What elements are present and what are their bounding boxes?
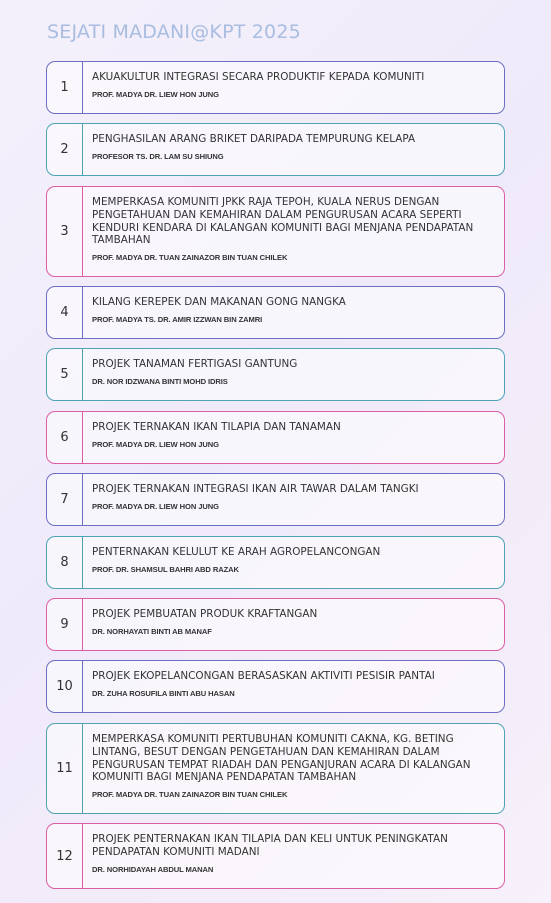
project-title: AKUAKULTUR INTEGRASI SECARA PRODUKTIF KEPADA KOMUNITI [92, 71, 425, 83]
project-leader: DR. ZUHA ROSUFILA BINTI ABU HASAN [92, 688, 235, 698]
project-number: 1 [47, 62, 83, 113]
project-card-9 [46, 598, 505, 651]
project-title: PROJEK TERNAKAN IKAN TILAPIA DAN TANAMAN [92, 421, 341, 433]
project-number: 12 [47, 824, 83, 888]
project-leader: PROF. MADYA DR. LIEW HON JUNG [92, 89, 219, 99]
project-leader: DR. NORHIDAYAH ABDUL MANAN [92, 864, 214, 874]
project-leader: PROFESOR TS. DR. LAM SU SHIUNG [92, 151, 224, 161]
project-number: 2 [47, 124, 83, 175]
project-number: 11 [47, 724, 83, 813]
project-card-3 [46, 186, 505, 277]
project-leader: PROF. MADYA DR. LIEW HON JUNG [92, 501, 219, 511]
project-title: PROJEK PENTERNAKAN IKAN TILAPIA DAN KELI UNTUK PENINGKATAN PENDAPATAN KOMUNITI MADANI [92, 833, 448, 858]
project-leader: PROF. MADYA DR. LIEW HON JUNG [92, 439, 219, 449]
project-card-6 [46, 411, 505, 464]
project-card-2 [46, 123, 505, 176]
project-title: PROJEK EKOPELANCONGAN BERASASKAN AKTIVITI PESISIR PANTAI [92, 670, 435, 682]
project-number: 4 [47, 287, 83, 338]
project-number: 10 [47, 661, 83, 712]
project-leader: PROF. MADYA DR. TUAN ZAINAZOR BIN TUAN CHILEK [92, 790, 288, 800]
project-leader: PROF. MADYA DR. TUAN ZAINAZOR BIN TUAN CHILEK [92, 253, 288, 263]
project-title: PROJEK PEMBUATAN PRODUK KRAFTANGAN [92, 608, 318, 620]
project-title: KILANG KEREPEK DAN MAKANAN GONG NANGKA [92, 296, 346, 308]
project-card-1 [46, 61, 505, 114]
project-number: 5 [47, 349, 83, 400]
project-title: PENTERNAKAN KELULUT KE ARAH AGROPELANCONGAN [92, 546, 381, 558]
project-card-10 [46, 660, 505, 713]
project-title: MEMPERKASA KOMUNITI PERTUBUHAN KOMUNITI CAKNA, KG. BETING LINTANG, BESUT DENGAN PENGETAHUAN DAN KEMAHIRAN DALAM PENGURUSAN TEMPAT RIADAH DAN PENGANJURAN ACARA DI KALANGAN KOMUNITI BAGI MENJANA PENDAPATAN TAMBAHAN [92, 733, 471, 784]
project-card-12 [46, 823, 505, 889]
project-number: 8 [47, 537, 83, 588]
project-title: PROJEK TERNAKAN INTEGRASI IKAN AIR TAWAR DALAM TANGKI [92, 483, 419, 495]
project-number: 9 [47, 599, 83, 650]
project-card-4 [46, 286, 505, 339]
project-number: 6 [47, 412, 83, 463]
project-number: 3 [47, 187, 83, 276]
project-title: PROJEK TANAMAN FERTIGASI GANTUNG [92, 358, 298, 370]
project-leader: DR. NORHAYATI BINTI AB MANAF [92, 626, 212, 636]
project-leader: PROF. MADYA TS. DR. AMIR IZZWAN BIN ZAMRI [92, 314, 263, 324]
project-card-11 [46, 723, 505, 814]
project-leader: DR. NOR IDZWANA BINTI MOHD IDRIS [92, 376, 228, 386]
project-card-8 [46, 536, 505, 589]
project-card-7 [46, 473, 505, 526]
project-leader: PROF. DR. SHAMSUL BAHRI ABD RAZAK [92, 564, 239, 574]
project-title: MEMPERKASA KOMUNITI JPKK RAJA TEPOH, KUALA NERUS DENGAN PENGETAHUAN DAN KEMAHIRAN DALAM PENGURUSAN ACARA SEPERTI KENDURI KENDARA DI KALANGAN KOMUNITI BAGI MENJANA PENDAPATAN TAMBAHAN [92, 196, 474, 247]
project-title: PENGHASILAN ARANG BRIKET DARIPADA TEMPURUNG KELAPA [92, 133, 416, 145]
project-number: 7 [47, 474, 83, 525]
project-card-5 [46, 348, 505, 401]
page-title: SEJATI MADANI@KPT 2025 [47, 21, 301, 43]
